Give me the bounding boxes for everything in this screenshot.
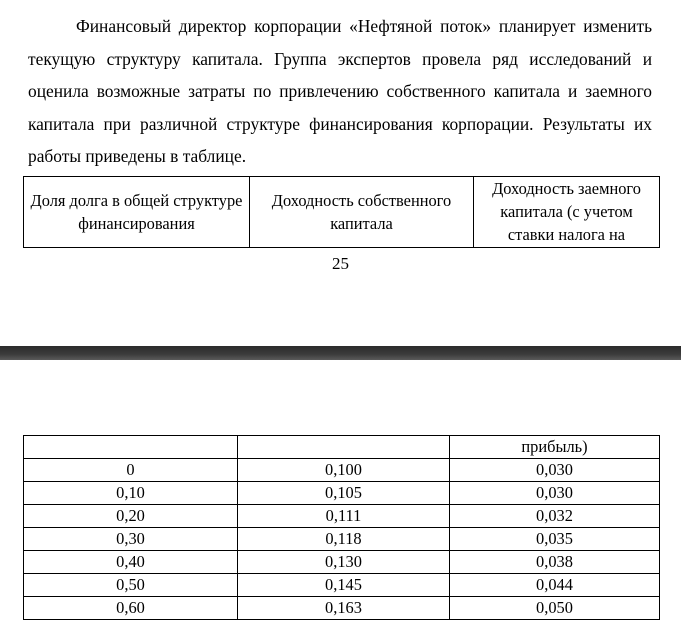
table-row — [24, 574, 660, 597]
cell-equity-return: 0,111 — [238, 505, 450, 528]
cell-debt-share: 0,30 — [24, 528, 238, 551]
table-header-continuation-row — [24, 436, 660, 459]
cell-debt-share: 0,20 — [24, 505, 238, 528]
table-row — [24, 482, 660, 505]
cell-debt-return: 0,032 — [450, 505, 660, 528]
cell-debt-share: 0,60 — [24, 597, 238, 620]
header-debt-share: Доля долга в общей структуре финансирования — [24, 177, 250, 248]
header-continuation-col2 — [238, 436, 450, 459]
table-row — [24, 597, 660, 620]
cell-debt-return: 0,030 — [450, 482, 660, 505]
table-header-row — [24, 177, 660, 248]
header-continuation-col3: прибыль) — [450, 436, 660, 459]
cell-equity-return: 0,118 — [238, 528, 450, 551]
page-separator — [0, 346, 681, 360]
cell-debt-share: 0,40 — [24, 551, 238, 574]
table-row — [24, 528, 660, 551]
cell-equity-return: 0,145 — [238, 574, 450, 597]
problem-paragraph: Финансовый директор корпорации «Нефтяной поток» планирует изменить текущую структуру капитала. Группа экспертов провела ряд исследований и оценила возможные затраты по привлечению собственного капитала и заемного капитала при различной структуре финансирования корпорации. Результаты их работы приведены в таблице. — [28, 16, 652, 166]
cell-debt-return: 0,044 — [450, 574, 660, 597]
table-header-page1 — [23, 176, 660, 248]
cell-debt-return: 0,030 — [450, 459, 660, 482]
cell-debt-return: 0,050 — [450, 597, 660, 620]
cell-debt-share: 0,50 — [24, 574, 238, 597]
cell-debt-return: 0,038 — [450, 551, 660, 574]
cell-debt-share: 0,10 — [24, 482, 238, 505]
page-number: 25 — [332, 254, 349, 273]
table-row — [24, 551, 660, 574]
cell-equity-return: 0,130 — [238, 551, 450, 574]
cell-debt-share: 0 — [24, 459, 238, 482]
cell-debt-return: 0,035 — [450, 528, 660, 551]
header-debt-return: Доходность заемного капитала (с учетом ставки налога на — [474, 177, 660, 248]
header-continuation-col1 — [24, 436, 238, 459]
cell-equity-return: 0,100 — [238, 459, 450, 482]
table-body — [24, 436, 660, 620]
table-row — [24, 505, 660, 528]
cell-equity-return: 0,105 — [238, 482, 450, 505]
cell-equity-return: 0,163 — [238, 597, 450, 620]
table-page2 — [23, 435, 660, 620]
header-equity-return: Доходность собственного капитала — [250, 177, 474, 248]
table-row — [24, 459, 660, 482]
